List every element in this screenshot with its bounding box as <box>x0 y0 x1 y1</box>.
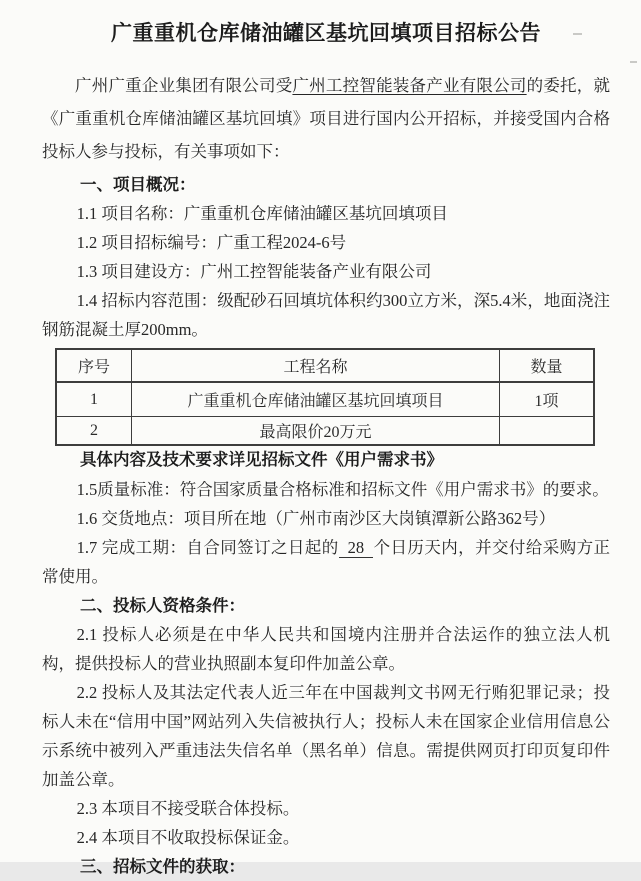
table-header-work-name: 工程名称 <box>132 349 500 382</box>
intro-text-after: 的委托，就《广重重机仓库储油罐区基坑回填》项目进行国内公开招标，并接受国内合格投标人参与投标，有关事项如下： <box>42 76 611 161</box>
table-cell-qty <box>500 417 595 446</box>
table-cell-seq: 2 <box>56 417 132 446</box>
scan-artifact <box>573 33 582 35</box>
item-1-7-completion-period <box>42 533 610 591</box>
intro-text-before: 广州广重企业集团有限公司受 <box>75 76 293 95</box>
table-header-qty: 数量 <box>500 349 595 382</box>
table-header-seq: 序号 <box>56 349 132 382</box>
item-2-4-no-deposit: 2.4 本项目不收取投标保证金。 <box>76 828 300 847</box>
section-2-heading: 二、投标人资格条件： <box>79 596 245 615</box>
item-1-4-scope: 1.4 招标内容范围：级配砂石回填坑体积约300立方米，深5.4米，地面浇注钢筋混凝土厚200mm。 <box>42 291 610 339</box>
table-cell-work-name: 广重重机仓库储油罐区基坑回填项目 <box>132 382 500 417</box>
table-cell-qty: 1项 <box>500 382 595 417</box>
completion-period-prefix: 1.7 完成工期：自合同签订之日起的 <box>76 538 339 557</box>
item-2-2-credit-record: 2.2 投标人及其法定代表人近三年在中国裁判文书网无行贿犯罪记录；投标人未在“信用中国”网站列入失信被执行人；投标人未在国家企业信用信息公示系统中被列入严重违法失信名单（黑名单）信息。需提供网页打印页复印件加盖公章。 <box>42 683 610 789</box>
item-2-1-legal-entity: 2.1 投标人必须是在中华人民共和国境内注册并合法运作的独立法人机构，提供投标人的营业执照副本复印件加盖公章。 <box>42 625 610 673</box>
item-1-5-quality-standard: 1.5质量标准：符合国家质量合格标准和招标文件《用户需求书》的要求。 <box>76 480 609 499</box>
completion-days-underlined: 28 <box>339 538 374 558</box>
item-2-3-no-consortium: 2.3 本项目不接受联合体投标。 <box>76 799 300 818</box>
table-note: 具体内容及技术要求详见招标文件《用户需求书》 <box>79 450 443 469</box>
section-3-heading: 三、招标文件的获取： <box>79 857 245 876</box>
entrusting-company-underlined: 广州工控智能装备产业有限公司 <box>292 76 527 95</box>
table-cell-seq: 1 <box>56 382 132 417</box>
item-1-6-delivery-location: 1.6 交货地点：项目所在地（广州市南沙区大岗镇潭新公路362号） <box>76 509 556 528</box>
item-1-2-tender-number: 1.2 项目招标编号：广重工程2024-6号 <box>76 233 347 252</box>
completion-period-suffix: 个日历天内，并交付给采购方正常使用。 <box>42 538 611 586</box>
table-cell-work-name: 最高限价20万元 <box>132 417 500 446</box>
doc-title: 广重重机仓库储油罐区基坑回填项目招标公告 <box>111 21 541 45</box>
scan-artifact <box>630 61 637 63</box>
intro-paragraph <box>42 69 610 168</box>
table-header-row <box>56 349 594 382</box>
item-1-1-project-name: 1.1 项目名称：广重重机仓库储油罐区基坑回填项目 <box>76 204 448 223</box>
works-table <box>55 348 595 446</box>
table-row <box>56 382 594 417</box>
section-1-heading: 一、项目概况： <box>79 175 196 194</box>
item-1-3-project-owner: 1.3 项目建设方：广州工控智能装备产业有限公司 <box>76 262 432 281</box>
table-row <box>56 417 594 446</box>
